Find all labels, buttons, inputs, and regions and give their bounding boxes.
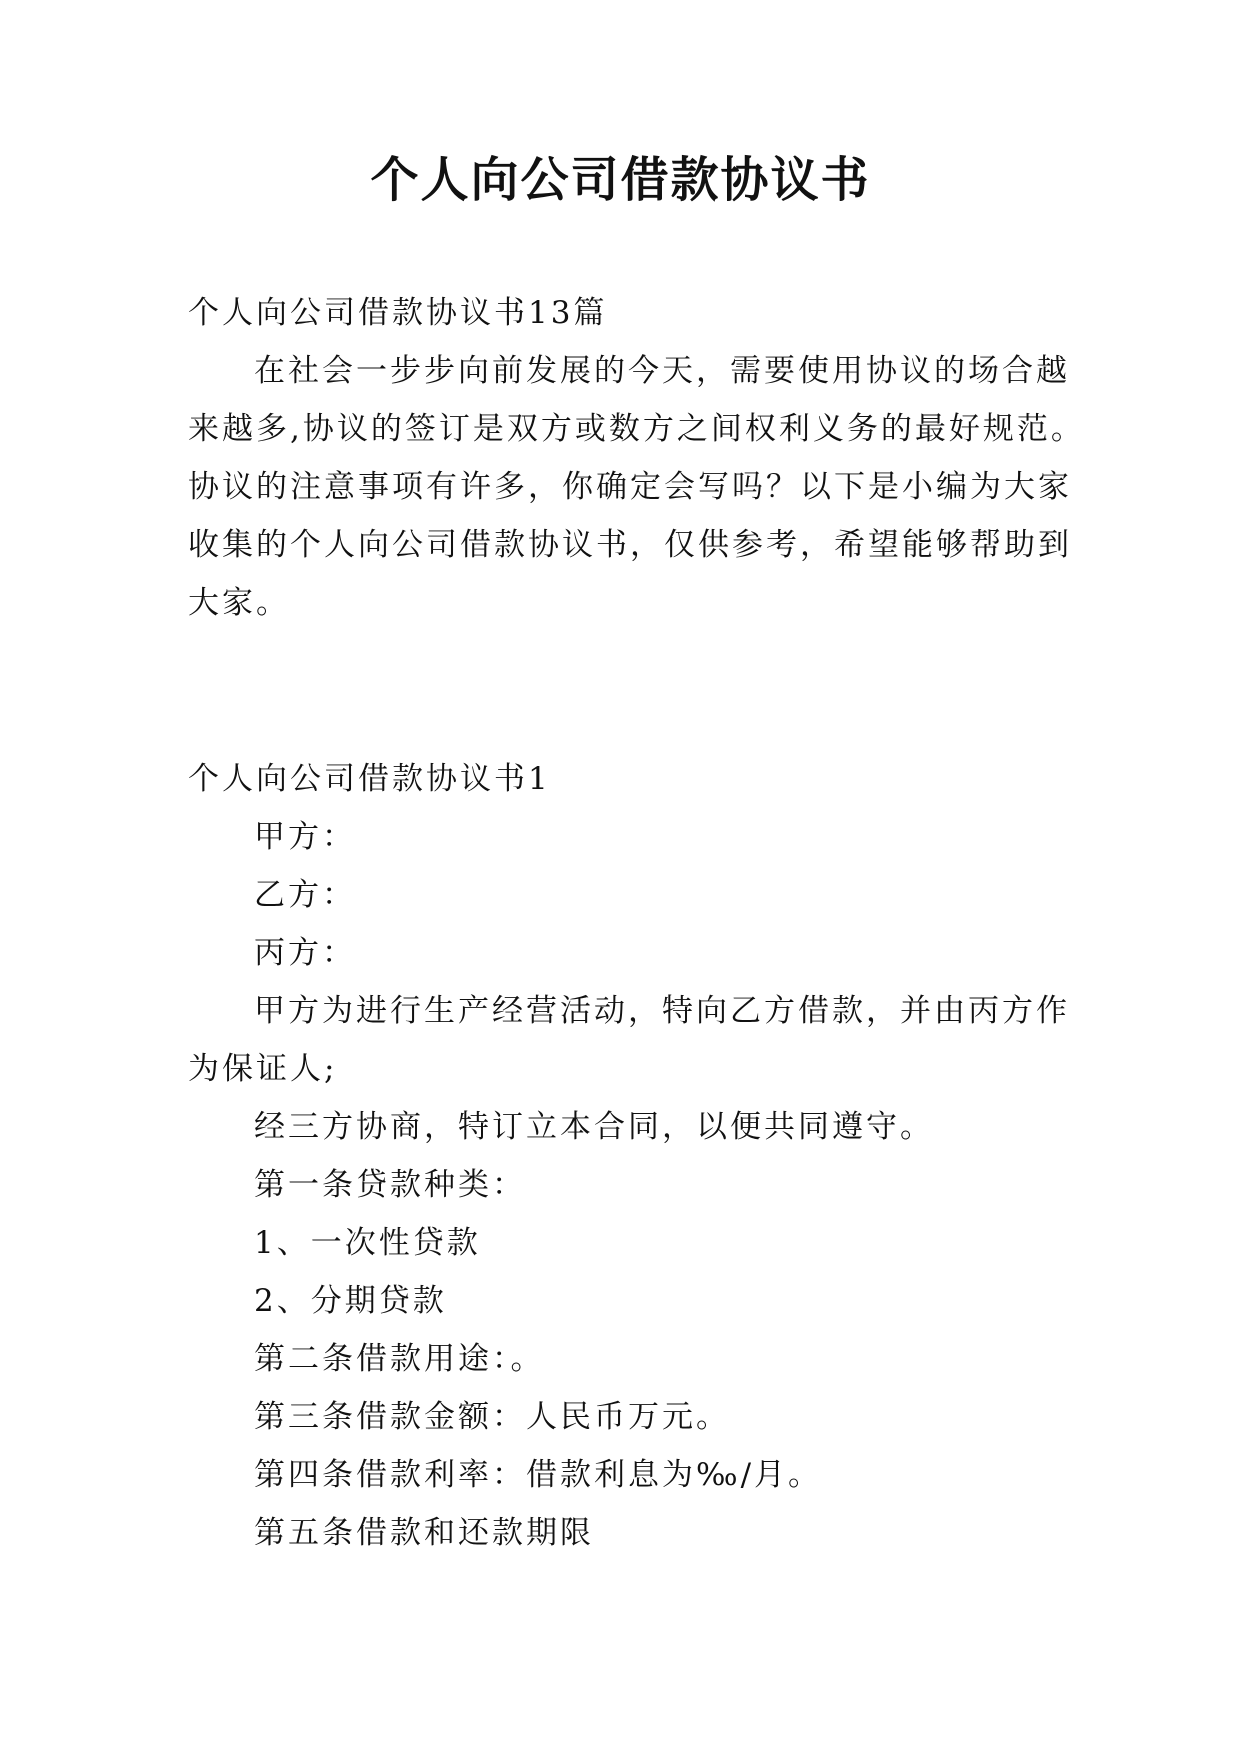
intro-paragraph-line: 协议的注意事项有许多，你确定会写吗？以下是小编为大家 (188, 469, 1072, 505)
intro-paragraph-line: 收集的个人向公司借款协议书，仅供参考，希望能够帮助到 (188, 527, 1072, 563)
article-1-item: 2、分期贷款 (254, 1283, 447, 1319)
article-4: 第四条借款利率：借款利息为‰/月。 (254, 1457, 823, 1493)
article-5: 第五条借款和还款期限 (254, 1515, 594, 1551)
purpose-line: 为保证人; (188, 1051, 338, 1087)
article-2: 第二条借款用途：。 (254, 1341, 545, 1377)
contract-section (188, 750, 1070, 1562)
party-c-label: 丙方： (254, 935, 356, 971)
intro-paragraph-line: 来越多,协议的签订是双方或数方之间权利义务的最好规范。 (188, 411, 1085, 447)
party-a-label: 甲方： (254, 819, 356, 855)
intro-paragraph-line: 在社会一步步向前发展的今天，需要使用协议的场合越 (254, 353, 1070, 389)
agreement-line: 经三方协商，特订立本合同，以便共同遵守。 (254, 1109, 934, 1145)
intro-section (188, 284, 1085, 632)
document-title: 个人向公司借款协议书 (370, 152, 871, 208)
article-1: 第一条贷款种类： (254, 1167, 526, 1203)
intro-paragraph-line: 大家。 (188, 585, 290, 621)
contract-heading: 个人向公司借款协议书1 (188, 761, 551, 797)
intro-heading: 个人向公司借款协议书13篇 (188, 295, 608, 331)
purpose-line: 甲方为进行生产经营活动，特向乙方借款，并由丙方作 (254, 993, 1070, 1029)
article-3: 第三条借款金额：人民币万元。 (254, 1399, 730, 1435)
article-1-item: 1、一次性贷款 (254, 1225, 481, 1261)
party-b-label: 乙方： (254, 877, 356, 913)
